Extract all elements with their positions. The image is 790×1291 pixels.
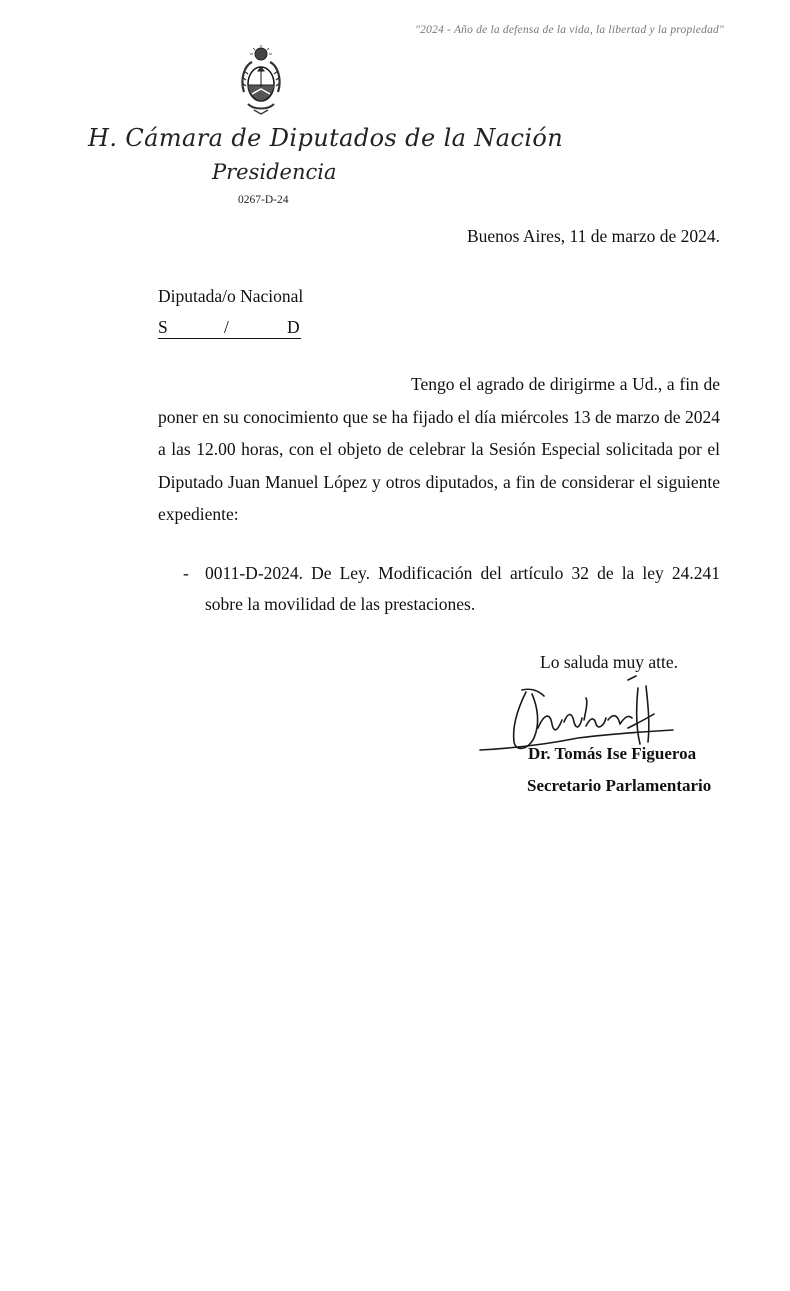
salutation-sd: [158, 317, 301, 339]
date-line: Buenos Aires, 11 de marzo de 2024.: [466, 226, 720, 246]
list-dash: -: [183, 563, 189, 583]
closing-line: Lo saluda muy atte.: [540, 652, 679, 672]
salutation-slash: /: [224, 317, 229, 337]
signer-title: Secretario Parlamentario: [527, 776, 712, 795]
office-name: Presidencia: [212, 160, 337, 184]
salutation-d: D: [287, 317, 300, 337]
file-list: [183, 558, 720, 619]
national-coat-of-arms-icon: [236, 44, 286, 120]
addressee: Diputada/o Nacional: [158, 286, 304, 306]
signer-name: Dr. Tomás Ise Figueroa: [528, 744, 697, 763]
letter-body: [158, 368, 720, 531]
list-item: 0011-D-2024. De Ley. Modificación del artículo 32 de la ley 24.241 sobre la movilidad de las prestaciones.: [205, 563, 720, 614]
reference-number: 0267-D-24: [238, 194, 289, 206]
year-motto: "2024 - Año de la defensa de la vida, la libertad y la propiedad": [415, 24, 724, 36]
letter-body-text: Tengo el agrado de dirigirme a Ud., a fin de poner en su conocimiento que se ha fijado el día miércoles 13 de marzo de 2024 a las 12.00 horas, con el objeto de celebrar la Sesión Especial solicitada por el Diputado Juan Manuel López y otros diputados, a fin de considerar el siguiente expediente:: [158, 374, 720, 524]
chamber-name: H. Cámara de Diputados de la Nación: [88, 124, 564, 152]
salutation-s: S: [158, 317, 168, 337]
